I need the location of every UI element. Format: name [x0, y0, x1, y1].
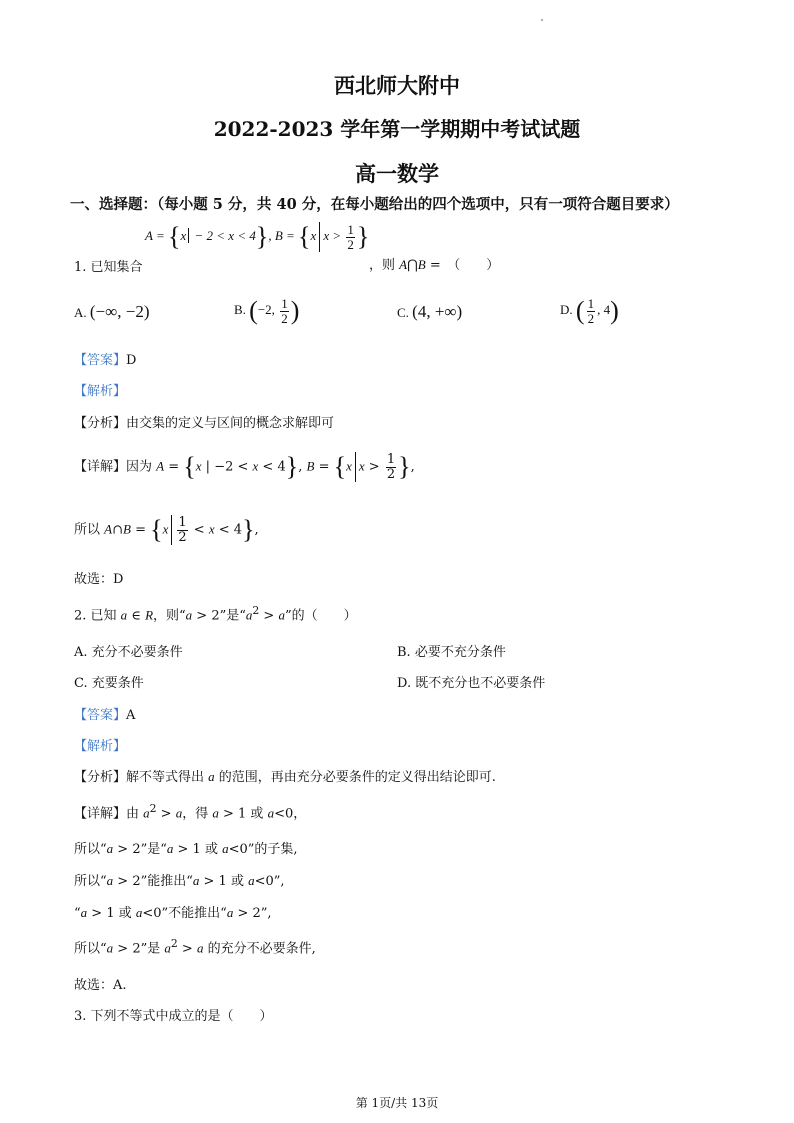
q2-answer: 【答案】A: [74, 708, 136, 723]
q2-line-5: 所以“a > 2”是 $a^2 > a$ 的充分不必要条件,: [74, 937, 316, 957]
q1-choose: 故选：D: [74, 572, 124, 587]
scan-dot: [541, 19, 543, 21]
q2-option-a: A. 充分不必要条件: [74, 645, 183, 660]
q1-answer: 【答案】D: [74, 353, 137, 368]
q3-stem: 3. 下列不等式中成立的是（ ）: [74, 1009, 273, 1024]
q2-fenxi: 【分析】解不等式得出 a 的范围，再由充分必要条件的定义得出结论即可.: [74, 769, 496, 785]
q1-fenxi: 【分析】由交集的定义与区间的概念求解即可: [74, 416, 335, 431]
q2-line-4: “a > 1 或 a<0”不能推出“a > 2”,: [74, 905, 272, 921]
q1-ask: ，则 A⋂B = （ ）: [369, 257, 500, 273]
q1-option-c: C. (4, +∞): [397, 302, 463, 321]
section-heading: 一、选择题：（每小题 5 分，共 40 分，在每小题给出的四个选项中，只有一项符合题目要求）: [70, 196, 679, 213]
q1-sets-formula: A = {x − 2 < x < 4}, B = {x x > $\frac{1}{2}$ }: [145, 221, 370, 252]
q2-option-c: C. 充要条件: [74, 676, 144, 691]
q2-choose: 故选：A.: [74, 978, 127, 993]
q2-line-3: 所以“a > 2”能推出“a > 1 或 a<0”,: [74, 873, 285, 889]
q1-detail-2: 所以 A∩B = {x $\frac{1}{2}$ < x < 4},: [74, 514, 259, 545]
q2-analysis-tag: 【解析】: [74, 739, 127, 754]
q2-option-d: D. 既不充分也不必要条件: [397, 676, 546, 691]
q1-option-d: D. ( $\frac{1}{2}$ , 4): [560, 295, 619, 326]
q2-line-2: 所以“a > 2”是“a > 1 或 a<0”的子集,: [74, 841, 298, 857]
q2-stem: 2. 已知 a ∈ R，则“a > 2”是“$a^2 > a$”的（ ）: [74, 604, 357, 624]
q1-option-b: B. (−2, $\frac{1}{2}$ ): [234, 295, 300, 326]
exam-title: 2022-2023 学年第一学期期中考试试题: [213, 117, 581, 141]
page-footer: 第 1页/共 13页: [355, 1096, 439, 1110]
q1-analysis-tag: 【解析】: [74, 384, 127, 399]
q1-option-a: A. (−∞, −2): [74, 302, 150, 321]
q1-detail-1: 【详解】因为 A = {x | −2 < x < 4}, B = {x x > $\frac{1}{2}$ },: [74, 451, 415, 482]
q1-number: 1. 已知集合: [74, 260, 143, 275]
q2-option-b: B. 必要不充分条件: [397, 645, 506, 660]
subject-title: 高一数学: [355, 161, 439, 186]
q2-detail-1: 【详解】由 $a^2 > a$，得 a > 1 或 a<0，: [74, 802, 307, 822]
school-title: 西北师大附中: [334, 73, 460, 98]
